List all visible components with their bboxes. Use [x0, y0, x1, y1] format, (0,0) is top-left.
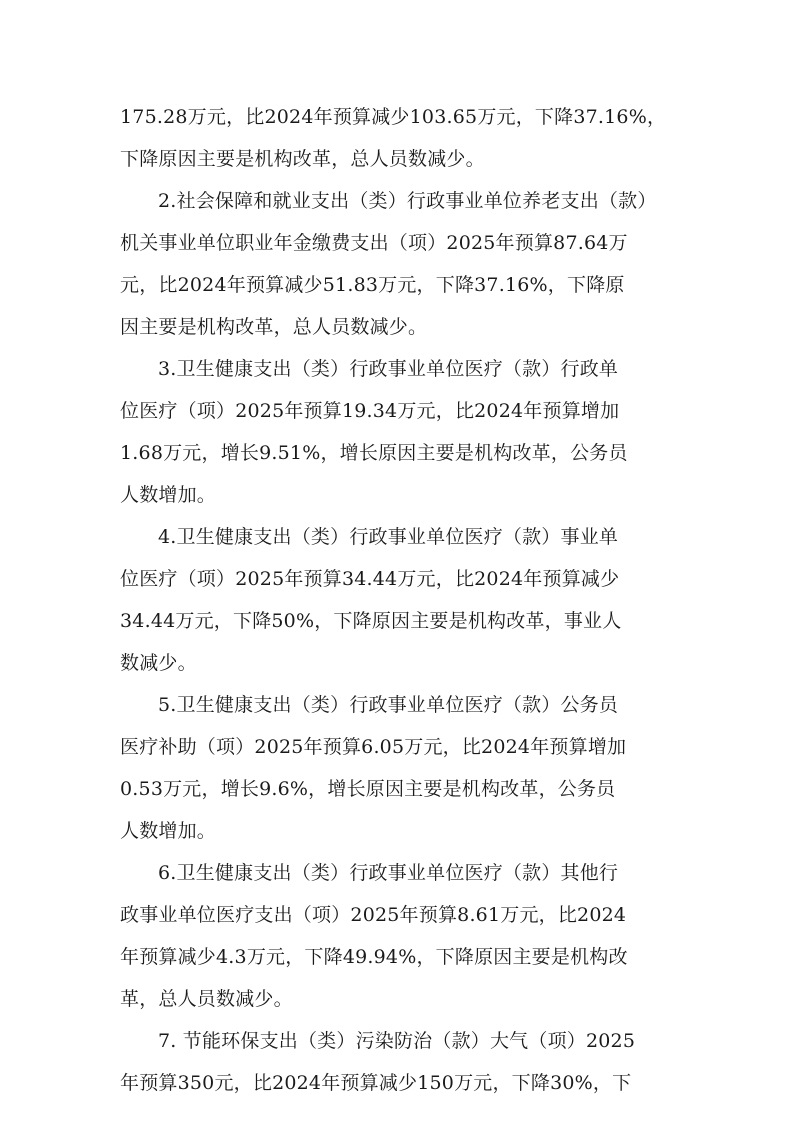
text-line-item-3-start: 3.卫生健康支出（类）行政事业单位医疗（款）行政单 — [158, 358, 619, 380]
text-line: 因主要是机构改革，总人员数减少。 — [120, 316, 428, 338]
text-line: 0.53万元，增长9.6%，增长原因主要是机构改革，公务员 — [120, 778, 616, 800]
text-line: 年预算减少4.3万元，下降49.94%，下降原因主要是机构改 — [120, 946, 628, 968]
text-line: 数减少。 — [120, 652, 197, 674]
text-line: 元，比2024年预算减少51.83万元，下降37.16%，下降原 — [120, 274, 625, 296]
text-line-item-2-start: 2.社会保障和就业支出（类）行政事业单位养老支出（款） — [158, 190, 657, 212]
text-line: 34.44万元，下降50%，下降原因主要是机构改革，事业人 — [120, 610, 622, 632]
text-line-item-4-start: 4.卫生健康支出（类）行政事业单位医疗（款）事业单 — [158, 526, 619, 548]
body-text — [120, 96, 676, 1104]
text-line-item-6-start: 6.卫生健康支出（类）行政事业单位医疗（款）其他行 — [158, 862, 619, 884]
text-line-item-5-start: 5.卫生健康支出（类）行政事业单位医疗（款）公务员 — [158, 694, 619, 716]
text-line-item-7-start: 7. 节能环保支出（类）污染防治（款）大气（项）2025 — [158, 1030, 636, 1052]
text-line: 1.68万元，增长9.51%，增长原因主要是机构改革，公务员 — [120, 442, 628, 464]
text-line: 医疗补助（项）2025年预算6.05万元，比2024年预算增加 — [120, 736, 627, 758]
text-line: 175.28万元，比2024年预算减少103.65万元，下降37.16%， — [120, 106, 667, 128]
text-line: 位医疗（项）2025年预算19.34万元，比2024年预算增加 — [120, 400, 620, 422]
text-line: 人数增加。 — [120, 820, 217, 842]
text-line: 革，总人员数减少。 — [120, 988, 293, 1010]
text-line: 政事业单位医疗支出（项）2025年预算8.61万元，比2024 — [120, 904, 627, 926]
text-line: 人数增加。 — [120, 484, 217, 506]
text-line: 位医疗（项）2025年预算34.44万元，比2024年预算减少 — [120, 568, 620, 590]
text-line: 机关事业单位职业年金缴费支出（项）2025年预算87.64万 — [120, 232, 628, 254]
text-line: 下降原因主要是机构改革，总人员数减少。 — [120, 148, 485, 170]
text-line: 年预算350元，比2024年预算减少150万元，下降30%，下 — [120, 1072, 632, 1094]
